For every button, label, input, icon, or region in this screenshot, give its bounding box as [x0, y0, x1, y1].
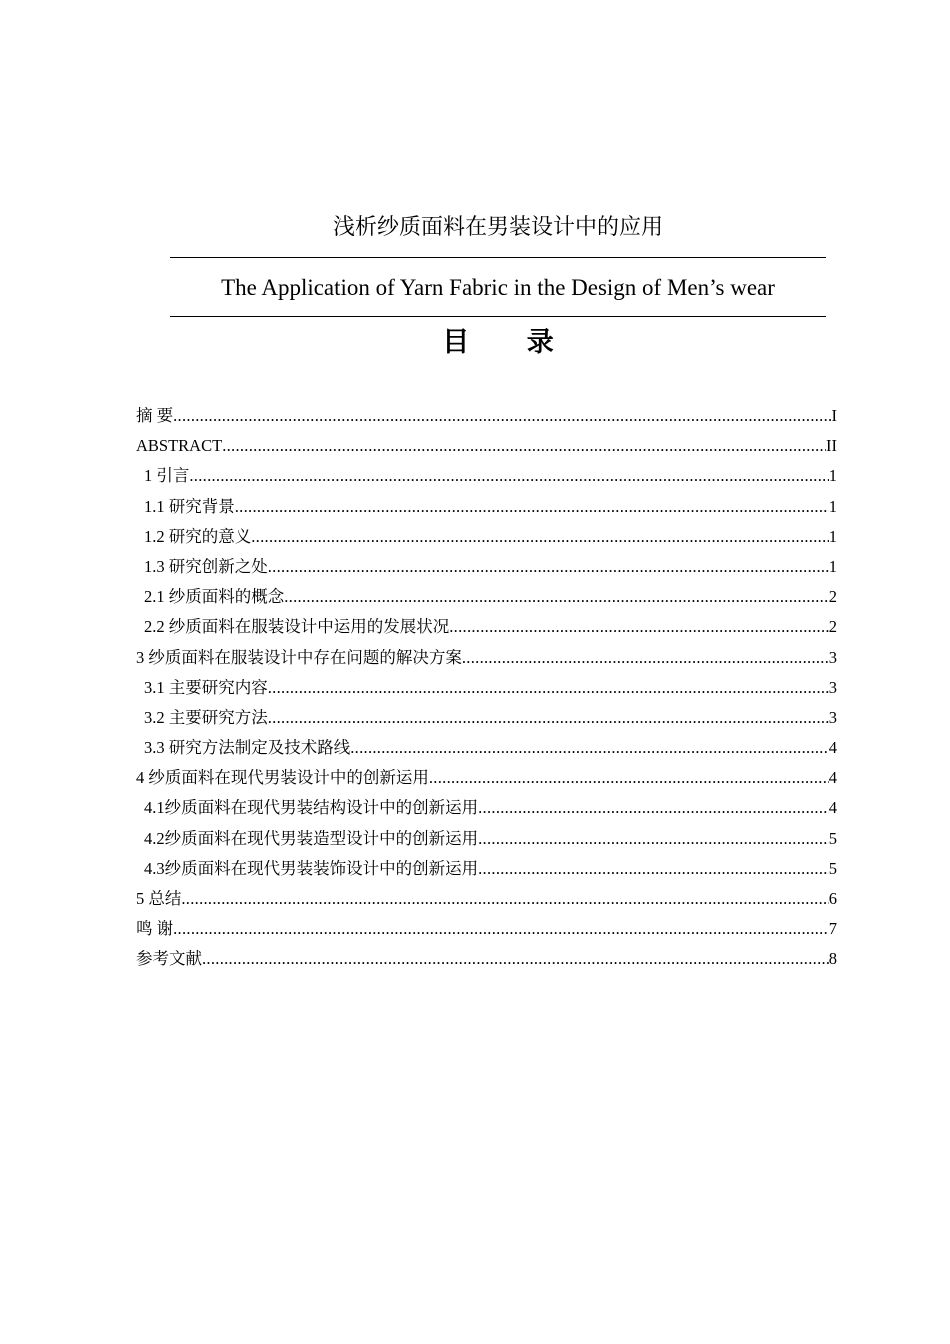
toc-entry[interactable]	[136, 582, 837, 612]
toc-entry[interactable]	[136, 643, 837, 673]
toc-leader-dots	[268, 673, 829, 703]
toc-entry-label: 2.2 纱质面料在服装设计中运用的发展状况	[144, 617, 450, 637]
toc-entry-label: 4.1纱质面料在现代男装结构设计中的创新运用	[144, 798, 479, 818]
toc-entry-label: 鸣 谢	[136, 919, 174, 939]
toc-leader-dots	[268, 552, 829, 582]
toc-leader-dots	[268, 703, 829, 733]
toc-entry-label: 参考文献	[136, 949, 202, 969]
toc-leader-dots	[173, 914, 829, 944]
toc-entry-label: 4 纱质面料在现代男装设计中的创新运用	[136, 768, 429, 788]
toc-leader-dots	[478, 854, 829, 884]
toc-entry-page: 3	[828, 707, 837, 727]
toc-leader-dots	[462, 643, 829, 673]
toc-entry-page: 1	[828, 556, 837, 576]
toc-heading: 目 录	[442, 327, 578, 358]
toc-entry-page: 1	[828, 496, 837, 516]
toc-entry[interactable]	[136, 944, 837, 974]
toc-entry-page: 6	[828, 889, 837, 908]
toc-leader-dots	[251, 522, 829, 552]
toc-entry-page: 5	[828, 828, 837, 848]
toc-entry[interactable]	[136, 522, 837, 552]
toc-entry-page: 2	[828, 587, 837, 607]
toc-entry-page: 1	[828, 466, 837, 486]
toc-entry[interactable]	[136, 431, 837, 461]
title-divider-bottom	[170, 316, 826, 317]
toc-leader-dots	[478, 793, 829, 823]
toc-leader-dots	[189, 461, 828, 491]
toc-entry[interactable]	[136, 854, 837, 884]
toc-leader-dots	[429, 763, 829, 793]
toc-leader-dots	[284, 582, 829, 612]
toc-leader-dots	[181, 884, 828, 914]
toc-entry-label: 1.1 研究背景	[144, 496, 235, 516]
toc-entry-page: 8	[828, 949, 837, 969]
toc-leader-dots	[202, 944, 829, 974]
toc-entry-label: ABSTRACT	[136, 436, 223, 456]
toc-leader-dots	[478, 824, 829, 854]
toc-entry-label: 摘 要	[136, 406, 174, 425]
toc-entry-label: 1 引言	[144, 466, 190, 486]
toc-entry-label: 1.2 研究的意义	[144, 526, 252, 546]
toc-leader-dots	[222, 431, 826, 461]
toc-entry[interactable]	[136, 673, 837, 703]
toc-entry-label: 4.3纱质面料在现代男装装饰设计中的创新运用	[144, 858, 479, 878]
toc-entry-page: 2	[828, 617, 837, 637]
toc-entry[interactable]	[136, 492, 837, 522]
toc-entry[interactable]	[136, 733, 837, 763]
toc-entry[interactable]	[136, 824, 837, 854]
toc-entry[interactable]	[136, 793, 837, 823]
chinese-title: 浅析纱质面料在男装设计中的应用	[332, 215, 663, 240]
toc-entry-page: 4	[828, 768, 837, 788]
toc-leader-dots	[173, 401, 831, 431]
toc-entry-label: 1.3 研究创新之处	[144, 556, 268, 576]
toc-entry-page: II	[826, 436, 837, 456]
toc-entry-page: I	[831, 406, 837, 425]
toc-entry-page: 3	[828, 677, 837, 697]
toc-entry-label: 5 总结	[136, 889, 182, 908]
toc-entry[interactable]	[136, 461, 837, 491]
toc-entry-label: 3.3 研究方法制定及技术路线	[144, 738, 351, 758]
toc-entry-label: 4.2纱质面料在现代男装造型设计中的创新运用	[144, 828, 479, 848]
toc-entry-label: 2.1 纱质面料的概念	[144, 587, 285, 607]
toc-entry[interactable]	[136, 884, 837, 914]
toc-entry-page: 1	[828, 526, 837, 546]
toc-entry-label: 3 纱质面料在服装设计中存在问题的解决方案	[136, 647, 462, 667]
toc-entry[interactable]	[136, 401, 837, 431]
toc-entry-label: 3.1 主要研究内容	[144, 677, 268, 697]
toc-leader-dots	[449, 612, 829, 642]
toc-leader-dots	[350, 733, 829, 763]
toc-entry-page: 5	[828, 858, 837, 878]
toc-entry-label: 3.2 主要研究方法	[144, 707, 268, 727]
toc-entry-page: 4	[828, 738, 837, 758]
toc-entry[interactable]	[136, 914, 837, 944]
table-of-contents	[136, 401, 837, 975]
toc-entry-page: 4	[828, 798, 837, 818]
toc-entry[interactable]	[136, 703, 837, 733]
english-title: The Application of Yarn Fabric in the Design of Men’s wear	[221, 275, 775, 300]
toc-entry[interactable]	[136, 552, 837, 582]
toc-entry[interactable]	[136, 612, 837, 642]
toc-entry-page: 3	[828, 647, 837, 667]
toc-leader-dots	[235, 492, 829, 522]
toc-entry[interactable]	[136, 763, 837, 793]
title-divider-top	[170, 257, 826, 258]
toc-entry-page: 7	[828, 919, 837, 939]
